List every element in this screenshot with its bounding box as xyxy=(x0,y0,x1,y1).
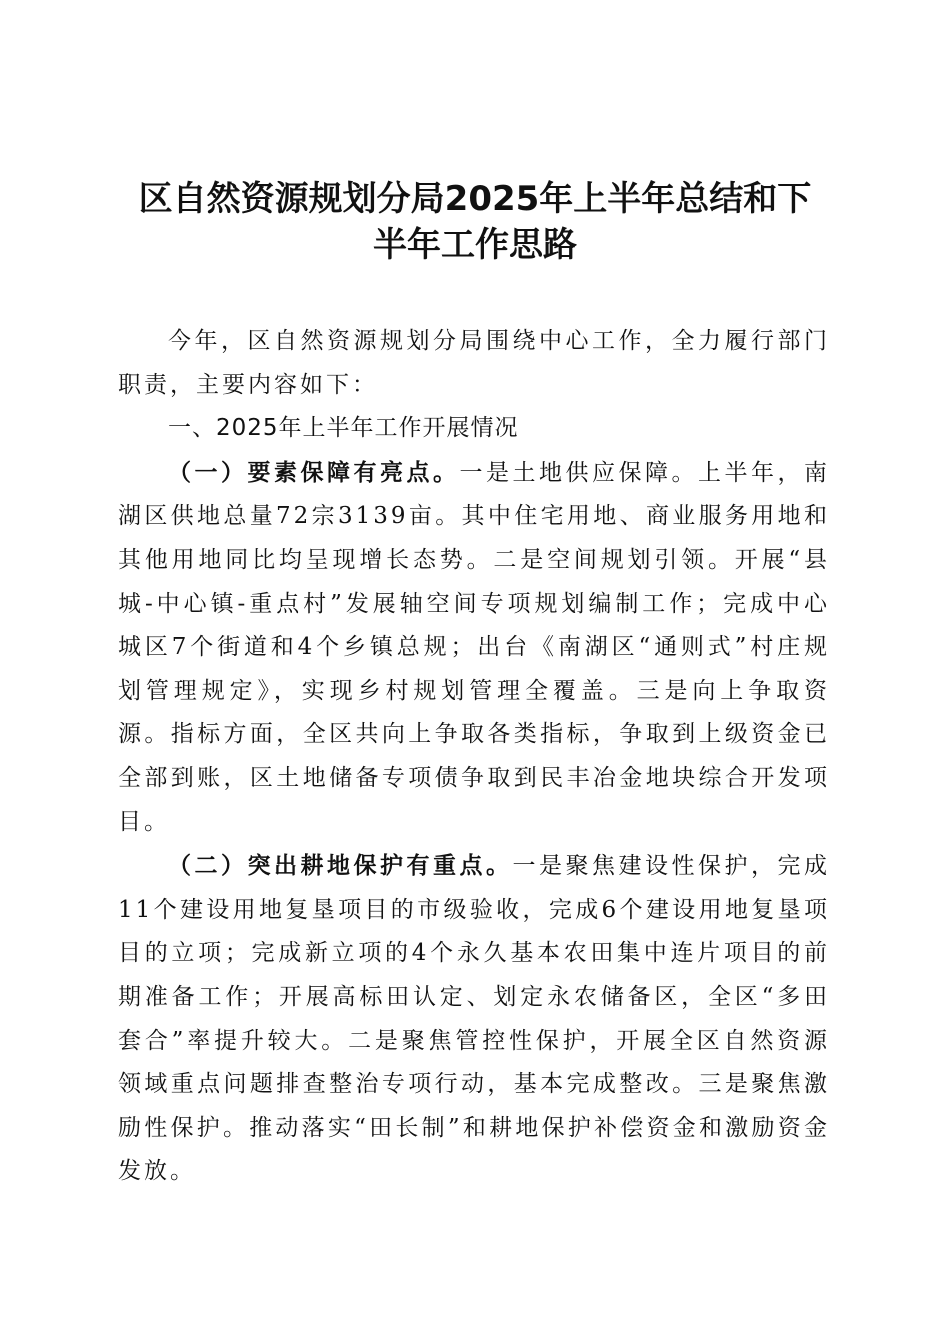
title-line-2: 半年工作思路 xyxy=(373,225,577,265)
subsection-1-body: 一是土地供应保障。上半年，南湖区供地总量72宗3139亩。其中住宅用地、商业服务用地和其他用地同比均呈现增长态势。二是空间规划引领。开展“县城-中心镇-重点村”发展轴空间专项规划编制工作；完成中心城区7个街道和4个乡镇总规；出台《南湖区“通则式”村庄规划管理规定》，实现乡村规划管理全覆盖。三是向上争取资源。指标方面，全区共向上争取各类指标，争取到上级资金已全部到账，区土地储备专项债争取到民丰冶金地块综合开发项目。 xyxy=(118,459,830,835)
subsection-2-paragraph xyxy=(118,844,830,1194)
subsection-1-paragraph xyxy=(118,451,830,844)
subsection-1-heading: （一）要素保障有亮点。 xyxy=(168,458,460,486)
subsection-2-body: 一是聚焦建设性保护，完成11个建设用地复垦项目的市级验收，完成6个建设用地复垦项目的立项；完成新立项的4个永久基本农田集中连片项目的前期准备工作；开展高标田认定、划定永农储备区，全区“多田套合”率提升较大。二是聚焦管控性保护，开展全区自然资源领域重点问题排查整治专项行动，基本完成整改。三是聚焦激励性保护。推动落实“田长制”和耕地保护补偿资金和激励资金发放。 xyxy=(118,853,830,1185)
subsection-2-heading: （二）突出耕地保护有重点。 xyxy=(168,852,513,880)
title-line-1: 区自然资源规划分局2025年上半年总结和下 xyxy=(138,179,812,219)
document-title xyxy=(100,176,850,268)
document-body xyxy=(118,320,830,1194)
section-heading-1: 一、2025年上半年工作开展情况 xyxy=(168,415,519,442)
intro-paragraph: 今年，区自然资源规划分局围绕中心工作，全力履行部门职责，主要内容如下： xyxy=(118,328,830,398)
